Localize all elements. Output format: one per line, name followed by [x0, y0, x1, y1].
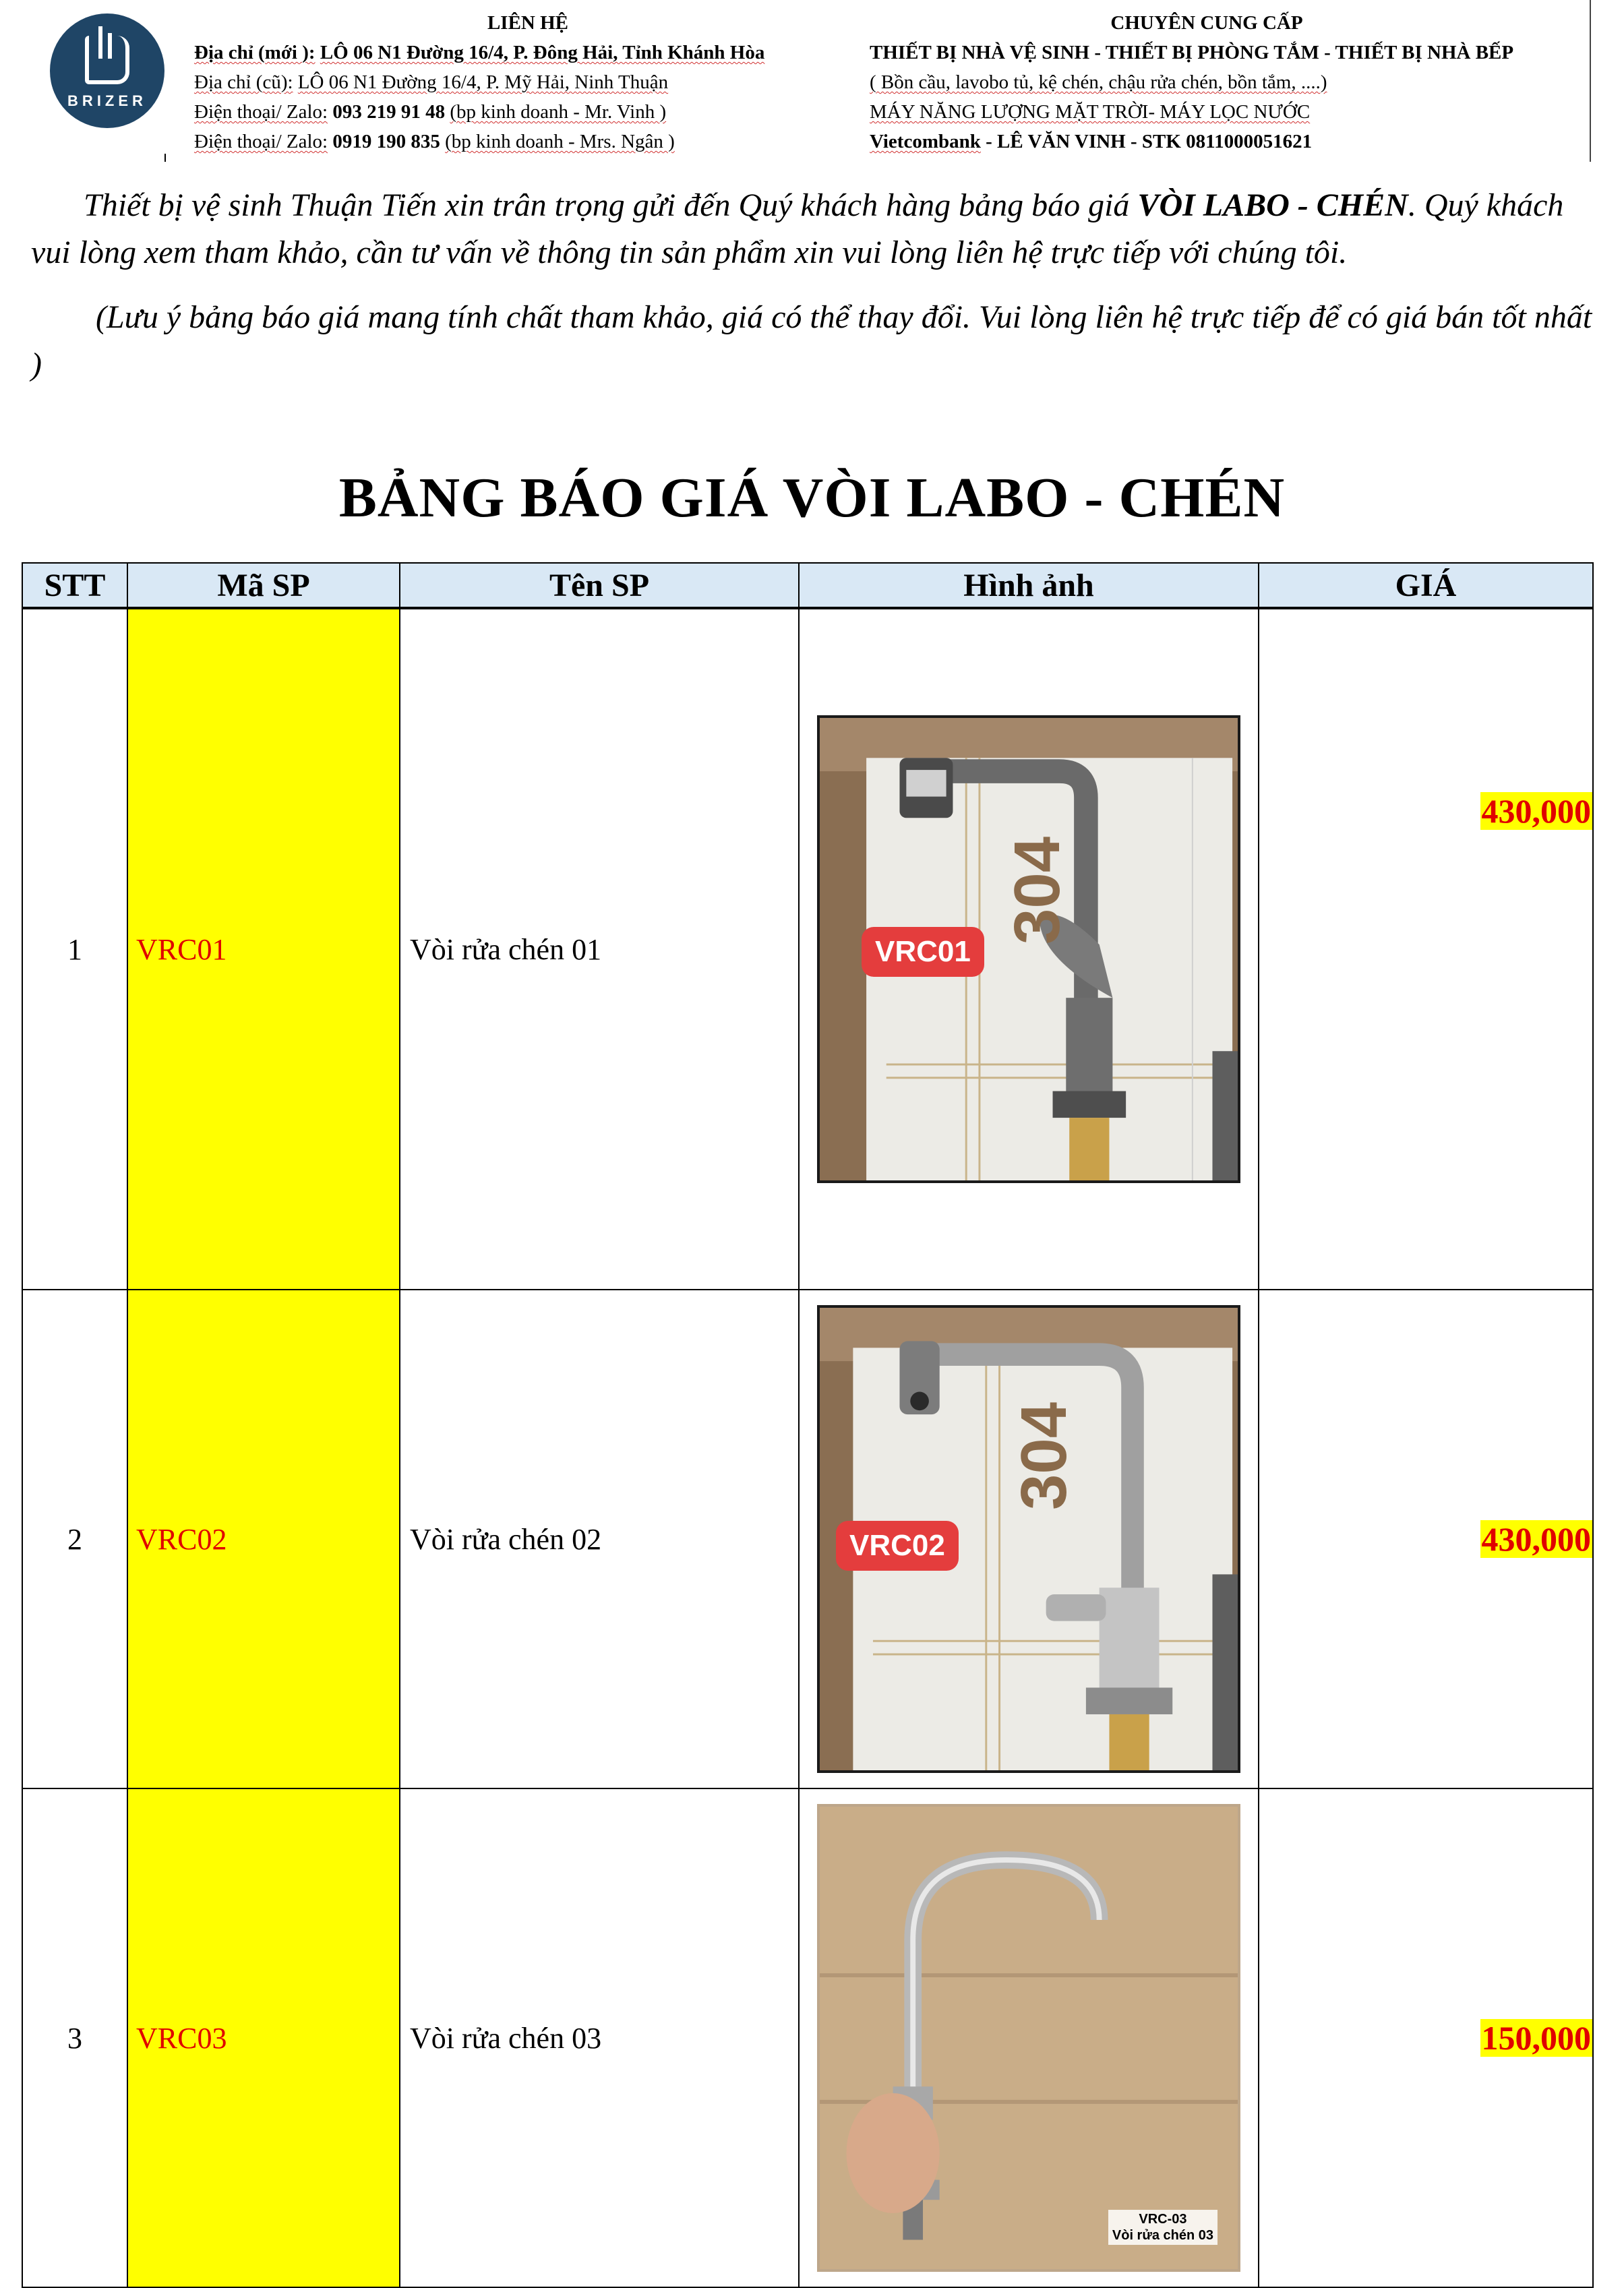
price-value: 430,000 — [1481, 1520, 1591, 1558]
price-value: 150,000 — [1481, 2019, 1591, 2057]
model-badge: VRC01 — [862, 927, 984, 977]
contact-block — [194, 8, 841, 156]
grade-stamp: 304 — [1008, 1402, 1080, 1510]
col-header-image: Hình ảnh — [799, 563, 1259, 608]
model-badge: VRC02 — [836, 1521, 959, 1571]
page-title: BẢNG BÁO GIÁ VÒI LABO - CHÉN — [338, 466, 1286, 529]
cell-stt: 1 — [22, 608, 127, 1290]
faucet-photo-icon — [820, 1807, 1238, 2269]
supply-machines: MÁY NĂNG LƯỢNG MẶT TRỜI- MÁY LỌC NƯỚC — [870, 101, 1311, 123]
product-photo-vrc03 — [817, 1804, 1240, 2272]
faucet-logo-icon — [85, 36, 129, 84]
bank-info: Vietcombank - LÊ VĂN VINH - STK 0811000051621 — [870, 131, 1313, 152]
cell-price — [1259, 1788, 1593, 2287]
col-header-stt: STT — [22, 563, 127, 608]
cell-product-code: VRC03 — [127, 1788, 400, 2287]
supply-products: ( Bồn cầu, lavobo tủ, kệ chén, chậu rửa chén, bồn tắm, ....) — [870, 71, 1327, 93]
table-row — [22, 1290, 1593, 1788]
phone-sales-1: Điện thoại/ Zalo: 093 219 91 48 (bp kinh doanh - Mr. Vinh ) — [194, 101, 667, 123]
header-right-rule — [1590, 0, 1591, 162]
divider-tick — [164, 154, 166, 162]
photo-caption: VRC-03 Vòi rửa chén 03 — [1108, 2210, 1217, 2245]
product-photo-vrc01 — [817, 715, 1240, 1183]
contact-title: LIÊN HỆ — [487, 12, 569, 34]
table-header-row — [22, 563, 1593, 608]
cell-price — [1259, 1290, 1593, 1788]
col-header-name: Tên SP — [400, 563, 799, 608]
table-row — [22, 1788, 1593, 2287]
cell-price — [1259, 608, 1593, 1290]
letterhead — [0, 0, 1624, 162]
cell-product-code: VRC02 — [127, 1290, 400, 1788]
cell-stt: 3 — [22, 1788, 127, 2287]
cell-product-name: Vòi rửa chén 02 — [400, 1290, 799, 1788]
supply-block — [870, 8, 1598, 156]
logo-brand-text: BRIZER — [67, 92, 147, 109]
supply-categories: THIẾT BỊ NHÀ VỆ SINH - THIẾT BỊ PHÒNG TẮM - THIẾT BỊ NHÀ BẾP — [870, 42, 1514, 63]
col-header-price: GIÁ — [1259, 563, 1593, 608]
cell-product-name: Vòi rửa chén 01 — [400, 608, 799, 1290]
address-new: Địa chỉ (mới ): LÔ 06 N1 Đường 16/4, P. Đông Hải, Tỉnh Khánh Hòa — [194, 42, 765, 63]
col-header-code: Mã SP — [127, 563, 400, 608]
intro-text — [31, 182, 1602, 388]
cell-product-name: Vòi rửa chén 03 — [400, 1788, 799, 2287]
intro-note: (Lưu ý bảng báo giá mang tính chất tham khảo, giá có thể thay đổi. Vui lòng liên hệ trực tiếp để có giá bán tốt nhất ) — [31, 299, 1592, 382]
cell-image — [799, 608, 1259, 1290]
address-old: Địa chỉ (cũ): LÔ 06 N1 Đường 16/4, P. Mỹ Hải, Ninh Thuận — [194, 71, 669, 93]
grade-stamp: 304 — [1001, 836, 1073, 944]
phone-sales-2: Điện thoại/ Zalo: 0919 190 835 (bp kinh doanh - Mrs. Ngân ) — [194, 131, 675, 152]
table-row — [22, 608, 1593, 1290]
cell-product-code: VRC01 — [127, 608, 400, 1290]
price-value: 430,000 — [1481, 792, 1591, 830]
brizer-logo — [50, 13, 164, 128]
supply-title: CHUYÊN CUNG CẤP — [1110, 12, 1303, 34]
price-table — [22, 562, 1594, 2288]
cell-image — [799, 1290, 1259, 1788]
product-photo-vrc02 — [817, 1305, 1240, 1773]
cell-image — [799, 1788, 1259, 2287]
intro-paragraph: Thiết bị vệ sinh Thuận Tiến xin trân trọng gửi đến Quý khách hàng bảng báo giá VÒI LABO - CHÉN. Quý khách vui lòng xem tham khảo, cần tư vấn về thông tin sản phẩm xin vui lòng liên hệ trực tiếp với chúng tôi. — [31, 187, 1564, 270]
cell-stt: 2 — [22, 1290, 127, 1788]
